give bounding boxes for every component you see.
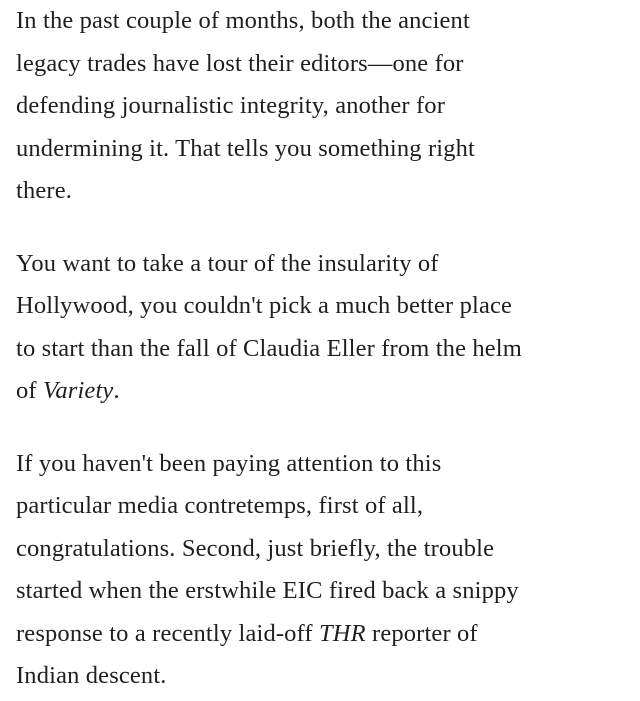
paragraph-1: [16, 0, 630, 213]
text-line: to start than the fall of Claudia Eller from the helm: [16, 334, 522, 362]
text-line: If you haven't been paying attention to this: [16, 449, 442, 477]
publication-name-variety: Variety: [42, 377, 114, 404]
text-fragment: response to a recently laid-off: [16, 619, 319, 647]
text-line: [16, 370, 630, 413]
text-line: started when the erstwhile EIC fired back a snippy: [16, 577, 519, 604]
paragraph-2: [16, 243, 630, 413]
text-line: legacy trades have lost their editors—one for: [16, 49, 464, 77]
publication-name-thr: THR: [319, 619, 366, 647]
text-fragment: of: [16, 377, 43, 404]
text-line: Hollywood, you couldn't pick a much better place: [16, 292, 513, 319]
text-line: there.: [16, 177, 72, 204]
text-line: In the past couple of months, both the ancient: [16, 7, 470, 34]
text-line: defending journalistic integrity, another for: [16, 92, 446, 119]
text-line: congratulations. Second, just briefly, the trouble: [16, 534, 495, 562]
text-line: undermining it. That tells you something right: [16, 134, 475, 162]
text-fragment: reporter of: [365, 619, 478, 647]
text-line: You want to take a tour of the insularity of: [16, 249, 439, 277]
text-line: [16, 613, 630, 656]
text-line: particular media contretemps, first of all,: [16, 492, 424, 519]
paragraph-3: [16, 443, 630, 698]
text-fragment: .: [113, 377, 120, 404]
text-line: Indian descent.: [16, 662, 167, 689]
